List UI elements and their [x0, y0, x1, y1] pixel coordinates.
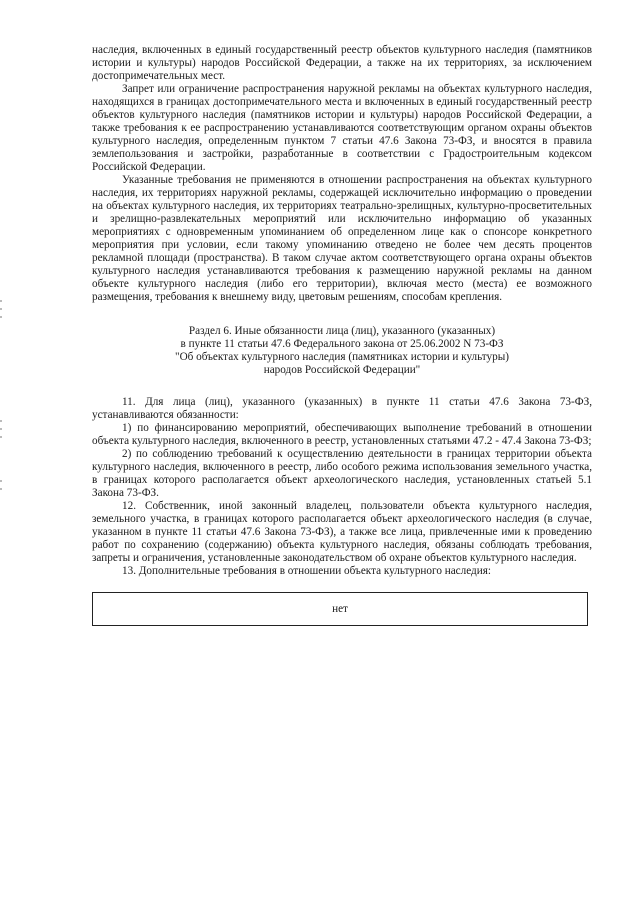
section-heading-line-4: народов Российской Федерации"	[263, 364, 421, 376]
section-heading-line-1: Раздел 6. Иные обязанности лица (лиц), указанного (указанных)	[188, 325, 496, 337]
bottom-paragraphs	[92, 396, 592, 578]
paragraph-2: Указанные требования не применяются в отношении распространения на объектах культурного наследия, их территориях наружной рекламы, содержащей исключительно информацию о проведении на объектах культурного наследия, их территориях театрально-зрелищных, культурно-просветительных и зрелищно-развлекательных мероприятий или исключительно информацию об указанных мероприятиях с одновременным упоминанием об определенном лице как о спонсоре конкретного мероприятия при условии, если такому упоминанию отведено не более чем десять процентов рекламной площади (пространства). В таком случае актом соответствующего органа охраны объектов культурного наследия устанавливаются требования к размещению наружной рекламы на данном объекте культурного наследия (либо его территории), включая место (места) ее возможного размещения, требования к внешнему виду, цветовым решениям, способам крепления.	[92, 174, 592, 303]
section-heading	[92, 325, 592, 377]
paragraph-0: наследия, включенных в единый государственный реестр объектов культурного наследия (памятников истории и культуры) народов Российской Федерации, а также на их территориях, за исключением достопримечательных мест.	[92, 44, 592, 82]
paragraph-11: 11. Для лица (лиц), указанного (указанных) в пункте 11 статьи 47.6 Закона 73-ФЗ, устанавливаются обязанности:	[92, 396, 592, 421]
document-page	[92, 44, 592, 626]
paragraph-11-2: 2) по соблюдению требований к осуществлению деятельности в границах территории объекта культурного наследия, включенного в реестр, либо особого режима использования земельного участка, в границах которого располагается объект археологического наследия, установленных статьей 5.1 Закона 73-ФЗ.	[92, 448, 592, 499]
section-heading-line-3: "Об объектах культурного наследия (памятниках истории и культуры)	[175, 351, 509, 363]
additional-requirements-value: нет	[332, 602, 348, 615]
paragraph-1: Запрет или ограничение распространения наружной рекламы на объектах культурного наследия, находящихся в границах достопримечательного места и включенных в единый государственный реестр объектов культурного наследия (памятников истории и культуры) народов Российской Федерации, а также требования к ее распространению устанавливаются соответствующим органом охраны объектов культурного наследия, определенным пунктом 7 статьи 47.6 Закона 73-ФЗ, и вносятся в правила землепользования и застройки, разработанные в соответствии с Градостроительным кодексом Российской Федерации.	[92, 83, 592, 173]
paragraph-11-1: 1) по финансированию мероприятий, обеспечивающих выполнение требований в отношении объекта культурного наследия, включенного в реестр, установленных статьями 47.2 - 47.4 Закона 73-ФЗ;	[92, 422, 592, 447]
paragraph-13: 13. Дополнительные требования в отношении объекта культурного наследия:	[122, 565, 491, 577]
additional-requirements-box	[92, 592, 588, 626]
top-paragraphs	[92, 44, 592, 304]
scan-edge-marks	[0, 300, 4, 500]
section-heading-line-2: в пункте 11 статьи 47.6 Федерального закона от 25.06.2002 N 73-ФЗ	[180, 338, 504, 350]
paragraph-12: 12. Собственник, иной законный владелец, пользователи объекта культурного наследия, земельного участка, в границах которого располагается объект археологического наследия (в случае, указанном в пункте 11 статьи 47.6 Закона 73-ФЗ), а также все лица, привлеченные ими к проведению работ по сохранению (содержанию) объекта культурного наследия, обязаны соблюдать требования, запреты и ограничения, установленные законодательством об охране объектов культурного наследия.	[92, 500, 592, 564]
